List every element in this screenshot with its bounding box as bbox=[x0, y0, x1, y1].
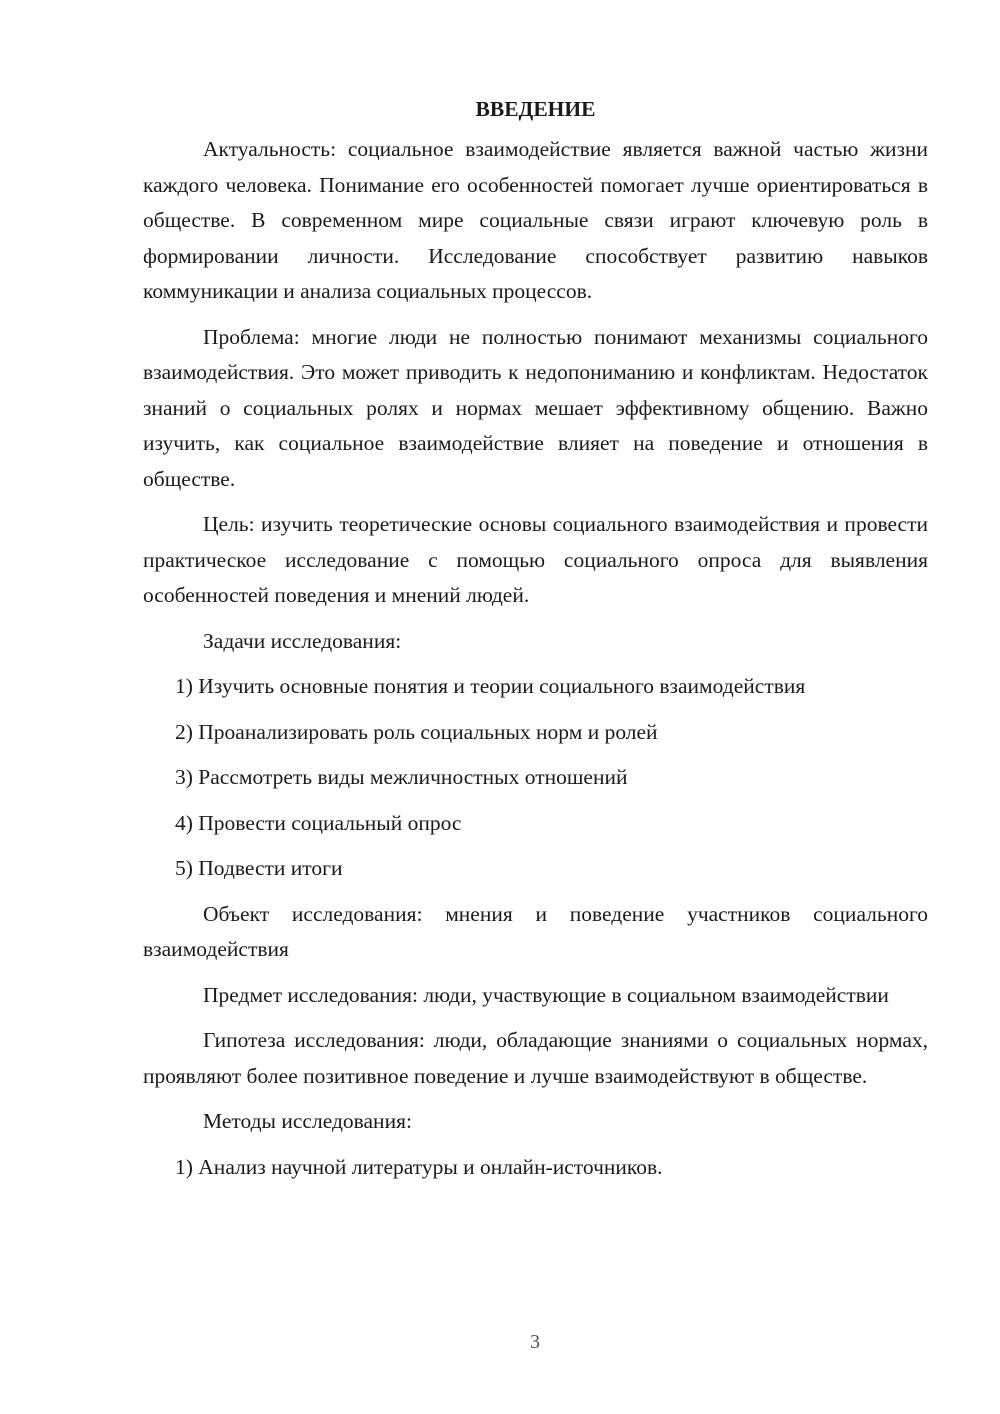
subject-paragraph: Предмет исследования: люди, участвующие в социальном взаимодействии bbox=[203, 982, 889, 1007]
list-item: 1) Анализ научной литературы и онлайн-источников. bbox=[175, 1154, 663, 1179]
goal-paragraph: Цель: изучить теоретические основы социального взаимодействия и провести практическое исследование с помощью социального опроса для выявления особенностей поведения и мнений людей. bbox=[143, 512, 928, 607]
list-item: 3) Рассмотреть виды межличностных отношений bbox=[175, 765, 628, 789]
tasks-label: Задачи исследования: bbox=[203, 628, 402, 653]
list-item: 1) Изучить основные понятия и теории социального взаимодействия bbox=[175, 674, 806, 698]
methods-list bbox=[143, 1150, 928, 1186]
list-item: 2) Проанализировать роль социальных норм и ролей bbox=[175, 719, 658, 744]
methods-label: Методы исследования: bbox=[203, 1109, 412, 1133]
tasks-list bbox=[143, 669, 928, 887]
page-content bbox=[143, 92, 928, 1195]
page-title: ВВЕДЕНИЕ bbox=[475, 97, 596, 121]
problem-paragraph: Проблема: многие люди не полностью понимают механизмы социального взаимодействия. Это может приводить к недопониманию и конфликтам. Недостаток знаний о социальных ролях и нормах мешает эффективному общению. Важно изучить, как социальное взаимодействие влияет на поведение и отношения в обществе. bbox=[143, 324, 928, 491]
list-item: 4) Провести социальный опрос bbox=[175, 810, 462, 835]
page-number: 3 bbox=[530, 1331, 540, 1353]
object-paragraph: Объект исследования: мнения и поведение участников социального взаимодействия bbox=[143, 901, 928, 961]
list-item: 5) Подвести итоги bbox=[175, 856, 343, 880]
hypothesis-paragraph: Гипотеза исследования: люди, обладающие знаниями о социальных нормах, проявляют более позитивное поведение и лучше взаимодействуют в обществе. bbox=[143, 1028, 928, 1088]
relevance-paragraph: Актуальность: социальное взаимодействие является важной частью жизни каждого человека. Понимание его особенностей помогает лучше ориентироваться в обществе. В современном мире социальные связи играют ключевую роль в формировании личности. Исследование способствует развитию навыков коммуникации и анализа социальных процессов. bbox=[143, 137, 928, 303]
